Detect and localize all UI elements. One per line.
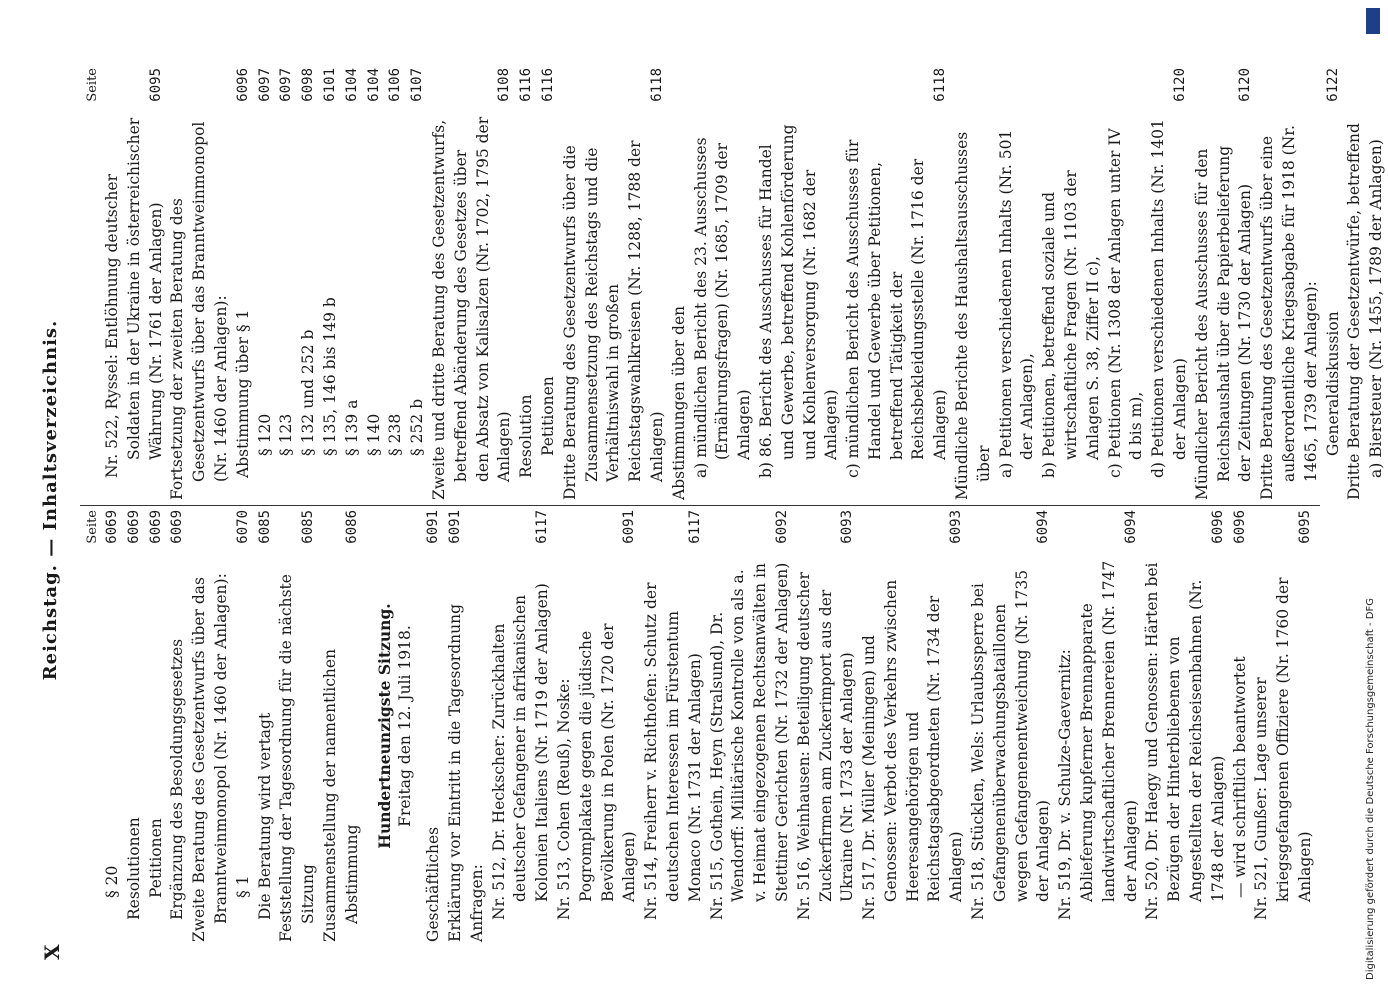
toc-entry-text: § 252 b	[408, 398, 427, 456]
toc-entry	[516, 68, 538, 482]
toc-entry-text: § 1	[233, 875, 252, 898]
toc-entry-text: Generaldiskussion	[1323, 311, 1342, 456]
toc-page-number: 6086	[343, 510, 360, 544]
right-column	[85, 68, 1386, 500]
toc-page-number: 6097	[278, 68, 295, 102]
toc-entry	[423, 510, 445, 942]
toc-entry	[1230, 510, 1252, 924]
toc-page-number: 6095	[147, 68, 164, 102]
toc-entry	[467, 510, 489, 942]
toc-entry-text: Dritte Beratung des Gesetzentwurfs über eine außerordentliche Kriegsabgabe für 1918 (Nr. 1465, 1739 der Anlagen):	[1258, 125, 1320, 500]
toc-entry	[538, 68, 560, 482]
toc-entry-text: c) mündlichen Bericht des Ausschusses für Handel und Gewerbe über Petitionen, betreffend Tätigkeit der Reichsbekleidungsstelle (Nr. 1716 der Anlagen)	[844, 139, 950, 478]
toc-entry	[859, 510, 968, 924]
toc-entry-text: Nr. 522, Ryssel: Entlöhnung deutscher Soldaten in der Ukraine in österreichischer Währung (Nr. 1761 der Anlagen)	[103, 117, 165, 478]
toc-entry	[445, 510, 467, 942]
toc-entry-text: Nr. 512, Dr. Heckscher: Zurückhalten deutscher Gefangener in afrikanischen Kolonien Italiens (Nr. 1719 der Anlagen)	[489, 583, 552, 920]
toc-entry	[794, 510, 859, 924]
toc-entry	[1148, 68, 1192, 482]
page-header	[38, 40, 68, 960]
toc-entry-text: Abstimmungen über den	[669, 305, 688, 500]
toc-entry	[560, 68, 669, 500]
toc-page-number: 6106	[387, 68, 404, 102]
toc-page-number: 6118	[932, 68, 949, 102]
toc-entry	[669, 68, 691, 500]
toc-entry	[189, 510, 233, 942]
toc-entry-text: Mündliche Berichte des Haushaltsausschusses über	[953, 131, 993, 500]
toc-entry	[1055, 510, 1142, 924]
toc-entry	[1105, 68, 1149, 482]
toc-entry	[756, 68, 843, 482]
digitization-note-text: Digitalisierung gefördert durch die Deutsche Forschungsgemeinschaft - DFG	[1365, 597, 1376, 980]
toc-page-number: 6093	[839, 510, 856, 544]
toc-page-number: 6070	[234, 510, 251, 544]
toc-entry-text: Geschäftliches	[424, 826, 443, 942]
toc-page-number: 6085	[300, 510, 317, 544]
toc-entry-text: § 120	[255, 413, 274, 456]
toc-page-number: 6104	[365, 68, 382, 102]
toc-page-number: 6117	[534, 510, 551, 544]
toc-entry-text: Dritte Beratung des Gesetzentwurfs über die Zusammensetzung des Reichstags und die Verhältniswahl in großen Reichstagswahlkreisen (Nr. 1288, 1788 der Anlagen)	[560, 140, 666, 500]
toc-entry	[407, 68, 429, 482]
toc-entry-text: Erklärung vor Eintritt in die Tagesordnung	[445, 603, 464, 942]
toc-entry-text: Resolution	[517, 394, 536, 478]
toc-page-number: 6096	[1209, 510, 1226, 544]
toc-entry	[1344, 68, 1366, 500]
toc-entry-text: Nr. 518, Stücklen, Wels: Urlaubssperre bei Gefangenenüberwachungsbataillonen wegen Gefangenenentweichung (Nr. 1735 der Anlagen)	[969, 569, 1053, 920]
toc-entry-text: Zweite und dritte Beratung des Gesetzentwurfs, betreffend Abänderung des Gesetzes über den Absatz von Kalisalzen (Nr. 1702, 1795 der Anlagen)	[429, 116, 514, 500]
toc-entry	[276, 68, 298, 482]
toc-entry-text: Nr. 520, Dr. Haegy und Genossen: Härten bei Bezügen der Hinterbliebenen von Angestellten der Reichseisenbahnen (Nr. 1748 der Anlagen)	[1143, 562, 1227, 920]
toc-page-number: 6118	[648, 68, 665, 102]
seite-label: Seite	[85, 510, 100, 544]
toc-entry	[255, 68, 277, 482]
toc-entry-text: § 139 a	[342, 399, 361, 456]
toc-entry	[276, 510, 320, 942]
toc-entry-text: § 135, 146 bis 149 b	[320, 297, 339, 456]
toc-entry	[1039, 68, 1104, 482]
toc-entry-text: Fortsetzung der zweiten Beratung des Gesetzentwurfs über das Branntweinmonopol (Nr. 1460 der Anlagen):	[168, 121, 230, 500]
toc-entry-text: a) mündlichen Bericht des 23. Ausschusses (Ernährungsfragen) (Nr. 1685, 1709 der Anlagen)	[691, 137, 754, 478]
session-date: Freitag den 12. Juli 1918.	[396, 625, 415, 827]
toc-page-number: 6096	[234, 68, 251, 102]
toc-entry	[707, 510, 794, 924]
toc-entry-text: Nr. 516, Weinhausen: Beteiligung deutscher Zuckerfirmen am Zuckerimport aus der Ukraine (Nr. 1733 der Anlagen)	[794, 572, 857, 920]
toc-entry	[320, 510, 364, 942]
toc-page-number: 6069	[169, 510, 186, 544]
toc-entry	[843, 68, 952, 482]
toc-entry	[364, 68, 386, 482]
toc-entry	[385, 68, 407, 482]
toc-entry-text: Resolutionen	[124, 817, 143, 920]
toc-entry-text: Nr. 513, Cohen (Reuß), Noske: Pogromplakate gegen die jüdische Bevölkerung in Polen (Nr. 1720 der Anlagen)	[554, 623, 639, 920]
toc-entry-text: Feststellung der Tagesordnung für die nächste Sitzung	[277, 574, 318, 942]
toc-entry-text: — wird schriftlich beantwortet	[1230, 656, 1249, 898]
toc-page-number: 6122	[1324, 68, 1341, 102]
toc-page-number: 6117	[686, 510, 703, 544]
toc-entry-text: Petitionen	[538, 376, 557, 456]
toc-entry-text: Nr. 519, Dr. v. Schulze-Gaevernitz: Ablieferung kupferner Brennapparate landwirtschaftlicher Brennereien (Nr. 1747 der Anlagen)	[1056, 560, 1140, 920]
toc-page-number: 6095	[1297, 510, 1314, 544]
toc-entry-text: § 123	[277, 413, 296, 456]
toc-entry-text: Zusammenstellung der namentlichen Abstimmung	[320, 648, 361, 942]
toc-page-number: 6107	[409, 68, 426, 102]
session-heading: Hundertneunzigste Sitzung.	[374, 603, 394, 849]
toc-entry-text: Die Beratung wird vertagt	[255, 712, 274, 920]
toc-entry	[952, 68, 996, 500]
toc-page-number: 6091	[621, 510, 638, 544]
toc-page-number: 6120	[1172, 68, 1189, 102]
toc-page-number: 6097	[256, 68, 273, 102]
toc-entry	[124, 510, 146, 924]
toc-entry-text: Zweite Beratung des Gesetzentwurfs über das Branntweinmonopol (Nr. 1460 der Anlagen):	[190, 573, 230, 942]
toc-entry-text: d) Petitionen verschiedenen Inhalts (Nr. 1401 der Anlagen)	[1149, 119, 1190, 478]
toc-page-number: 6116	[518, 68, 535, 102]
toc-entry	[298, 68, 320, 482]
toc-entry-text: Nr. 521, Gunßer: Lage unserer kriegsgefangenen Offiziere (Nr. 1760 der Anlagen)	[1252, 577, 1315, 920]
toc-page-number: 6098	[300, 68, 317, 102]
toc-entry-text: Mündlicher Bericht des Ausschusses für den Reichshaushalt über die Papierbelieferung der Zeitungen (Nr. 1730 der Anlagen)	[1192, 145, 1255, 500]
toc-page-number: 6101	[321, 68, 338, 102]
toc-entry	[996, 68, 1040, 482]
toc-entry-text: § 140	[364, 413, 383, 456]
toc-page-number: 6094	[1035, 510, 1052, 544]
toc-entry-text: Anfragen:	[467, 864, 486, 942]
toc-page-number: 6108	[496, 68, 513, 102]
toc-page-number: 6091	[446, 510, 463, 544]
toc-page-number: 6094	[1122, 510, 1139, 544]
toc-entry	[1192, 68, 1257, 500]
toc-entry	[255, 510, 277, 924]
column-divider	[80, 505, 1320, 506]
toc-entry	[1142, 510, 1229, 924]
toc-entry-text: a) Biersteuer (Nr. 1455, 1789 der Anlagen)	[1367, 139, 1386, 478]
toc-entry-text: Petitionen	[146, 818, 165, 898]
toc-entry-text: Nr. 514, Freiherr v. Richthofen: Schutz der deutschen Interessen im Fürstentum Monaco (Nr. 1731 der Anlagen)	[642, 582, 704, 920]
page-number: X	[40, 944, 64, 960]
toc-entry-text: a) Petitionen verschiedenen Inhalts (Nr. 501 der Anlagen),	[996, 129, 1037, 478]
toc-entry-text: b) Petitionen, betreffend soziale und wirtschaftliche Fragen (Nr. 1103 der Anlagen S. 38, Ziffer II c),	[1040, 170, 1102, 478]
toc-entry	[233, 68, 255, 482]
toc-entry	[1323, 68, 1345, 482]
toc-entry	[968, 510, 1055, 924]
toc-page-number: 6092	[773, 510, 790, 544]
toc-entry	[342, 68, 364, 482]
left-column	[85, 510, 1335, 942]
toc-entry	[320, 68, 342, 482]
toc-entry	[233, 510, 255, 924]
seite-label: Seite	[85, 68, 100, 102]
toc-entry	[146, 510, 168, 924]
toc-entry	[489, 510, 554, 924]
toc-entry	[641, 510, 706, 924]
toc-entry	[1257, 68, 1322, 500]
toc-page-number: 6091	[425, 510, 442, 544]
toc-page-number: 6069	[125, 510, 142, 544]
toc-page-number: 6116	[539, 68, 556, 102]
toc-entry	[167, 68, 232, 500]
toc-entry	[554, 510, 641, 924]
digitization-note	[1365, 20, 1379, 980]
toc-entry-text: c) Petitionen (Nr. 1308 der Anlagen unter IV d bis m),	[1105, 128, 1146, 478]
toc-entry	[102, 510, 124, 924]
toc-page-number: 6085	[256, 510, 273, 544]
toc-entry-text: Dritte Beratung der Gesetzentwürfe, betreffend	[1345, 123, 1364, 500]
toc-page-number: 6093	[948, 510, 965, 544]
toc-entry-text: Nr. 515, Gothein, Heyn (Stralsund), Dr. Wendorff: Militärische Kontrolle von als a. v. Heimat eingezogenen Rechtsanwälten in Stettiner Gerichten (Nr. 1732 der Anlagen)	[707, 562, 791, 920]
toc-entry-text: § 132 und 252 b	[299, 329, 318, 456]
toc-page-number: 6096	[1231, 510, 1248, 544]
toc-entry-text: § 20	[103, 865, 121, 898]
toc-entry	[167, 510, 189, 924]
toc-entry-text: Abstimmung über § 1	[233, 309, 252, 478]
toc-entry-text: b) 86. Bericht des Ausschusses für Handel und Gewerbe, betreffend Kohlenförderung und Kohlenversorgung (Nr. 1682 der Anlagen)	[756, 124, 841, 478]
toc-entry-text: Nr. 517, Dr. Müller (Meiningen) und Genossen: Verbot des Verkehrs zwischen Heeresangehörigen und Reichstagsabgeordneten (Nr. 1734 der Anlagen)	[860, 579, 966, 920]
toc-page-number: 6104	[343, 68, 360, 102]
toc-page-number: 6120	[1237, 68, 1254, 102]
toc-page-number: 6069	[104, 510, 120, 544]
toc-entry	[1251, 510, 1316, 924]
toc-entry	[429, 68, 516, 500]
toc-entry-text: § 238	[386, 413, 405, 456]
toc-entry-text: Ergänzung des Besoldungsgesetzes	[168, 638, 187, 920]
page-title: Reichstag. — Inhaltsverzeichnis.	[40, 319, 61, 681]
toc-page-number: 6069	[147, 510, 164, 544]
toc-entry	[691, 68, 756, 482]
toc-entry	[102, 68, 167, 482]
